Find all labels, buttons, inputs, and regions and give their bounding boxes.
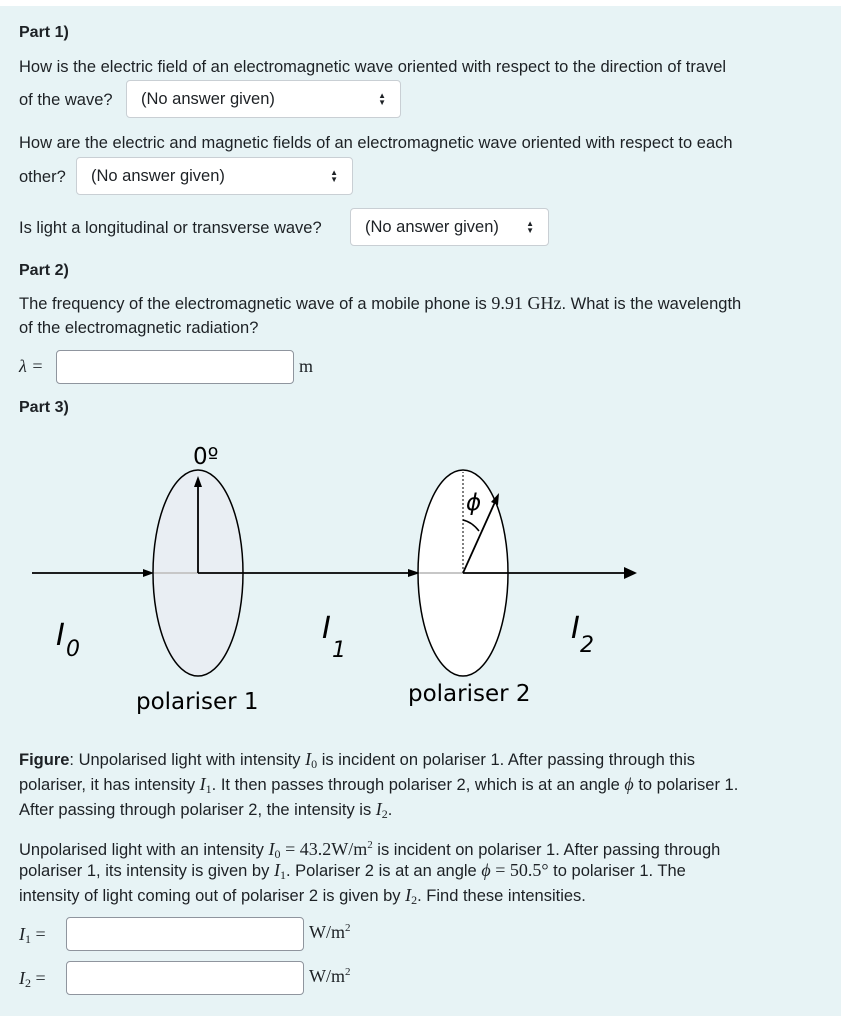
part2-question-line2: of the electromagnetic radiation? [19, 319, 259, 337]
i2-answer-eq: = [35, 968, 46, 988]
problem-i2-sub: 2 [411, 893, 418, 907]
problem-text-2: is incident on polariser 1. After passing through [372, 841, 721, 859]
figure-caption-line2 [19, 773, 738, 800]
caption-i2: I [375, 799, 382, 819]
i1-unit [309, 922, 351, 943]
zero-degree-label: 0º [193, 444, 219, 470]
wavelength-unit: m [299, 356, 314, 376]
problem-line3 [19, 884, 586, 911]
q2-answer-select[interactable] [76, 157, 353, 195]
caption-i1: I [199, 774, 206, 794]
wavelength-input[interactable] [56, 350, 294, 384]
i2-answer-label [19, 968, 46, 991]
q3-text: Is light a longitudinal or transverse wave? [19, 219, 322, 237]
i2-answer-sub: 2 [25, 976, 31, 990]
problem-i0-sup: 2 [367, 839, 373, 851]
i2-input[interactable] [66, 961, 304, 995]
beam-arrow-3 [624, 567, 637, 579]
i1-input[interactable] [66, 917, 304, 951]
lambda-label: λ = [19, 356, 44, 376]
frequency-unit: GHz [527, 293, 562, 313]
caption-text-2: is incident on polariser 1. After passing through this [317, 751, 696, 769]
q2-select-value: (No answer given) [91, 167, 225, 185]
frequency-value: 9.91 [491, 293, 523, 313]
caption-text-6: After passing through polariser 2, the intensity is [19, 801, 376, 819]
polariser2-label: polariser 2 [408, 681, 531, 707]
problem-i1-sub: 1 [279, 868, 286, 882]
problem-text-4: . Polariser 2 is at an angle [285, 862, 482, 880]
i2-unit-text: W/m [309, 966, 345, 986]
problem-text-7: . Find these intensities. [417, 887, 586, 905]
q1-text-line1: How is the electric field of an electromagnetic wave oriented with respect to the direction of travel [19, 58, 727, 76]
problem-text-6: intensity of light coming out of polariser 2 is given by [19, 887, 406, 905]
i1-answer-label [19, 924, 46, 947]
q3-answer-select[interactable] [350, 208, 549, 246]
i2-unit [309, 966, 351, 987]
i1-answer-sub: 1 [25, 932, 31, 946]
problem-phi-value: = 50.5° [495, 860, 549, 880]
polariser-figure [0, 430, 841, 730]
caption-i2-sub: 2 [381, 807, 388, 821]
select-caret-icon: ▲ ▼ [330, 167, 338, 184]
phi-label: ϕ [466, 490, 482, 516]
problem-i2: I [405, 885, 412, 905]
caption-bold: Figure [19, 751, 70, 769]
caption-i1-sub: 1 [205, 782, 212, 796]
figure-caption-line1 [19, 748, 695, 775]
i1-label: I [322, 611, 331, 646]
part2-heading: Part 2) [19, 262, 69, 279]
caption-phi: ϕ [624, 774, 634, 794]
problem-i0-value: = 43.2W/m [285, 839, 368, 859]
caption-text-3: polariser, it has intensity [19, 776, 200, 794]
part3-heading: Part 3) [19, 399, 69, 416]
caption-i0-sub: 0 [311, 757, 318, 771]
figure-caption-line3 [19, 798, 392, 825]
q2-text-line2: other? [19, 168, 66, 186]
caption-text-4: . It then passes through polariser 2, which is at an angle [211, 776, 625, 794]
q1-select-value: (No answer given) [141, 90, 275, 108]
i2-subscript: 2 [580, 633, 594, 658]
problem-i0-sub: 0 [274, 847, 281, 861]
q2-text-line1: How are the electric and magnetic fields of an electromagnetic wave oriented with respect to each [19, 134, 733, 152]
problem-phi: ϕ [481, 860, 491, 880]
select-caret-icon: ▲ ▼ [526, 218, 534, 235]
q1-text-line2: of the wave? [19, 91, 113, 109]
caption-text-5: to polariser 1. [633, 776, 739, 794]
problem-text-1: Unpolarised light with an intensity [19, 841, 269, 859]
i2-label: I [571, 611, 580, 646]
i2-answer-symbol: I [19, 968, 25, 988]
select-caret-icon: ▲ ▼ [378, 90, 386, 107]
part2-question-line1 [19, 292, 741, 315]
part2-text-a: The frequency of the electromagnetic wave of a mobile phone is [19, 295, 492, 313]
problem-i1: I [273, 860, 280, 880]
problem-i0: I [268, 839, 275, 859]
part1-heading: Part 1) [19, 24, 69, 41]
i2-unit-sup: 2 [345, 966, 351, 978]
i1-answer-symbol: I [19, 924, 25, 944]
i1-unit-sup: 2 [345, 922, 351, 934]
polariser1-label: polariser 1 [136, 689, 259, 715]
problem-text-3: polariser 1, its intensity is given by [19, 862, 274, 880]
part2-text-b: . What is the wavelength [561, 295, 742, 313]
caption-text-7: . [387, 801, 393, 819]
q3-select-value: (No answer given) [365, 218, 499, 236]
caption-i0: I [305, 749, 312, 769]
problem-line2 [19, 859, 686, 886]
caption-text-1: : Unpolarised light with intensity [69, 751, 306, 769]
i1-unit-text: W/m [309, 922, 345, 942]
i0-label: I [56, 618, 65, 653]
q1-answer-select[interactable] [126, 80, 401, 118]
i0-subscript: 0 [66, 637, 80, 662]
i1-answer-eq: = [35, 924, 46, 944]
i1-subscript: 1 [332, 638, 346, 663]
problem-text-5: to polariser 1. The [548, 862, 686, 880]
